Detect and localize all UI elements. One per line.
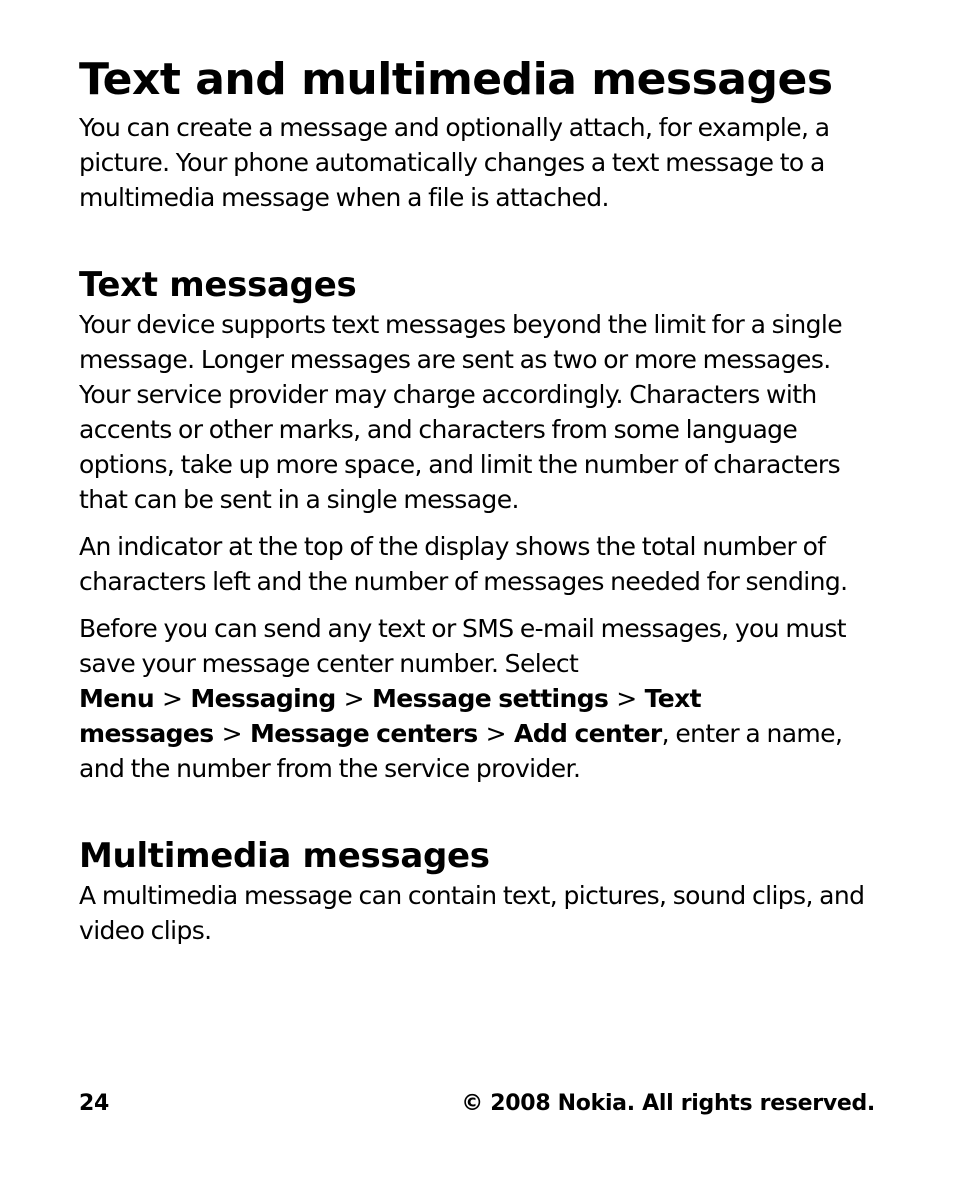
menu-path-separator: > — [616, 684, 637, 713]
text-messages-paragraph-1: Your device supports text messages beyond the limit for a single message. Longer messages are sent as two or more messages. Your service provider may charge accordingly. Characters with accents or other marks, and characters from some language options, take up more space, and limit the number of characters that can be sent in a single message. — [79, 310, 843, 514]
text-messages-paragraph-3 — [79, 611, 879, 786]
intro-paragraph: You can create a message and optionally attach, for example, a picture. Your phone automatically changes a text message to a multimedia message when a file is attached. — [79, 113, 830, 212]
multimedia-messages-paragraph-1: A multimedia message can contain text, pictures, sound clips, and video clips. — [79, 881, 865, 945]
multimedia-messages-heading: Multimedia messages — [79, 836, 490, 876]
para3-lead: Before you can send any text or SMS e-mail messages, you must save your message center number. Select — [79, 614, 846, 678]
menu-path-message-settings: Message settings — [371, 684, 609, 713]
document-page — [79, 52, 879, 948]
page-number: 24 — [79, 1091, 110, 1116]
menu-path-separator: > — [485, 719, 507, 748]
page-footer — [79, 1088, 875, 1120]
text-messages-heading: Text messages — [79, 265, 357, 305]
menu-path-message-centers: Message centers — [249, 719, 478, 748]
menu-path-messaging: Messaging — [190, 684, 336, 713]
para3-tail: , enter a name, and the number from the service provider. — [79, 719, 843, 783]
copyright-notice: © 2008 Nokia. All rights reserved. — [461, 1091, 875, 1116]
menu-path-text-messages: Text messages — [79, 684, 702, 748]
menu-path-menu: Menu — [79, 684, 155, 713]
menu-path-separator: > — [221, 719, 242, 748]
menu-path-add-center: Add center — [514, 719, 662, 748]
text-messages-paragraph-2: An indicator at the top of the display shows the total number of characters left and the number of messages needed for sending. — [79, 532, 848, 596]
page-title: Text and multimedia messages — [79, 54, 833, 105]
menu-path-separator: > — [162, 684, 183, 713]
menu-path-separator: > — [343, 684, 364, 713]
